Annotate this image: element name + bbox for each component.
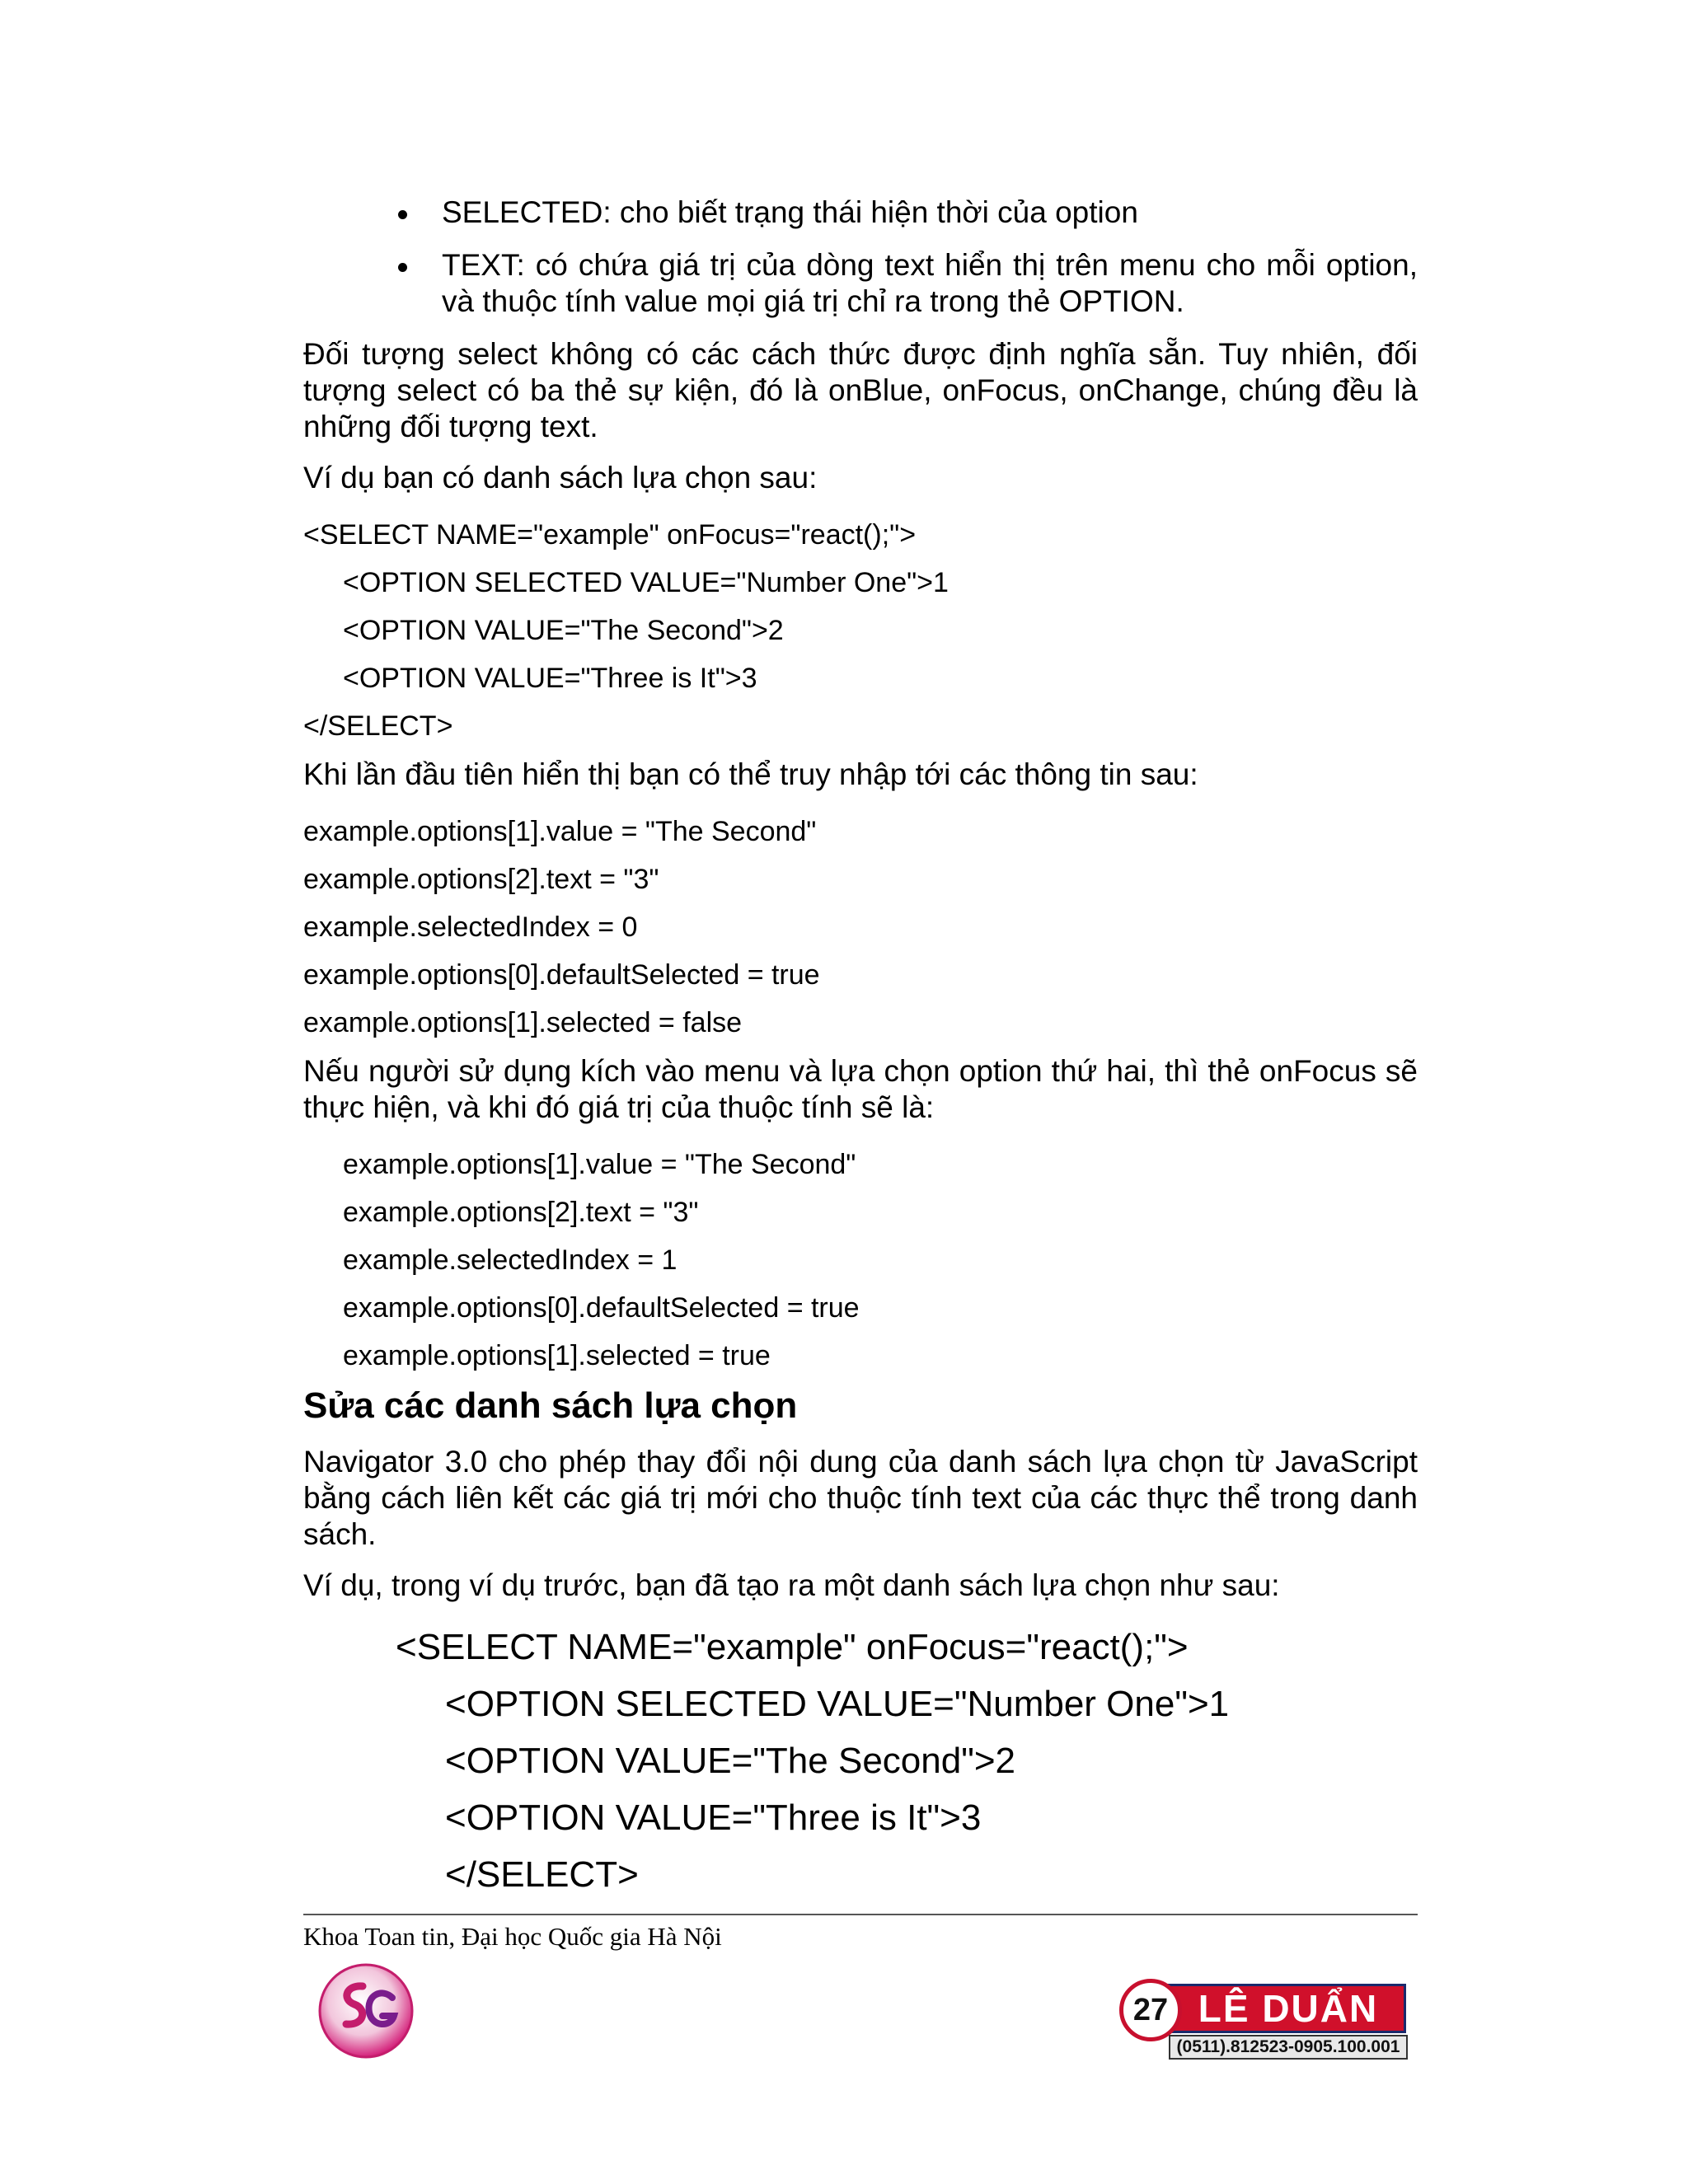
code-line: <OPTION VALUE="The Second">2 (445, 1741, 1015, 1781)
code-line: <OPTION VALUE="The Second">2 (343, 615, 784, 646)
bullet-text: TEXT: có chứa giá trị của dòng text hiển thị trên menu cho mỗi option, và thuộc tính value mọi giá trị chỉ ra trong thẻ OPTION. (442, 248, 1418, 318)
sg-logo-icon (316, 1961, 415, 2060)
code-line: <OPTION VALUE="Three is It">3 (445, 1797, 982, 1838)
footer-divider (303, 1914, 1418, 1915)
code-block-updated-values (303, 1141, 1418, 1380)
bullet-item-text (303, 247, 1418, 320)
logo-number: 27 (1119, 1979, 1182, 2041)
code-block-initial-values (303, 808, 1418, 1047)
code-line: <SELECT NAME="example" onFocus="react();"> (303, 519, 917, 551)
code-line: example.options[0].defaultSelected = true (343, 1292, 860, 1324)
bullet-text: SELECTED: cho biết trạng thái hiện thời của option (442, 195, 1138, 229)
paragraph-select-events: Đối tượng select không có các cách thức được định nghĩa sẵn. Tuy nhiên, đối tượng select có ba thẻ sự kiện, đó là onBlue, onFocus, onChange, chúng đều là những đối tượng text. (303, 337, 1418, 443)
section-heading: Sửa các danh sách lựa chọn (303, 1385, 798, 1426)
code-line: <SELECT NAME="example" onFocus="react();"> (396, 1627, 1189, 1667)
paragraph-initial-access: Khi lần đầu tiên hiển thị bạn có thể truy nhập tới các thông tin sau: (303, 757, 1198, 791)
page-content (303, 194, 1418, 1903)
code-line: <OPTION SELECTED VALUE="Number One">1 (343, 567, 949, 598)
code-line: example.options[2].text = "3" (303, 864, 659, 895)
code-line: example.selectedIndex = 1 (343, 1244, 678, 1276)
code-line: example.options[1].value = "The Second" (303, 816, 817, 847)
code-line: </SELECT> (445, 1854, 639, 1895)
code-block-select-example (303, 511, 1418, 750)
property-bullet-list (303, 194, 1418, 320)
code-line: example.options[2].text = "3" (343, 1197, 699, 1228)
logo-phone: (0511).812523-0905.100.001 (1169, 2035, 1408, 2060)
paragraph-previous-example: Ví dụ, trong ví dụ trước, bạn đã tạo ra một danh sách lựa chọn như sau: (303, 1568, 1280, 1602)
code-line: example.options[0].defaultSelected = true (303, 959, 820, 991)
paragraph-after-selection: Nếu người sử dụng kích vào menu và lựa chọn option thứ hai, thì thẻ onFocus sẽ thực hiện, và khi đó giá trị của thuộc tính sẽ là: (303, 1054, 1418, 1124)
logo-name: LÊ DUẨN (1198, 1987, 1379, 2030)
footer-text: Khoa Toan tin, Đại học Quốc gia Hà Nội (303, 1922, 722, 1951)
le-duan-logo (1119, 1974, 1408, 2060)
code-line: <OPTION SELECTED VALUE="Number One">1 (445, 1684, 1230, 1724)
paragraph-example-intro: Ví dụ bạn có danh sách lựa chọn sau: (303, 461, 818, 494)
code-line: example.options[1].selected = true (343, 1340, 771, 1371)
code-block-large-example (303, 1619, 1418, 1903)
code-line: </SELECT> (303, 710, 453, 742)
code-line: example.options[1].selected = false (303, 1007, 743, 1038)
bullet-dot-icon (398, 263, 407, 272)
code-line: <OPTION VALUE="Three is It">3 (343, 663, 757, 694)
code-line: example.options[1].value = "The Second" (343, 1149, 856, 1180)
code-line: example.selectedIndex = 0 (303, 912, 638, 943)
bullet-dot-icon (398, 210, 407, 219)
paragraph-navigator: Navigator 3.0 cho phép thay đổi nội dung của danh sách lựa chọn từ JavaScript bằng cách liên kết các giá trị mới cho thuộc tính text của các thực thể trong danh sách. (303, 1445, 1418, 1551)
bullet-item-selected (303, 194, 1418, 231)
